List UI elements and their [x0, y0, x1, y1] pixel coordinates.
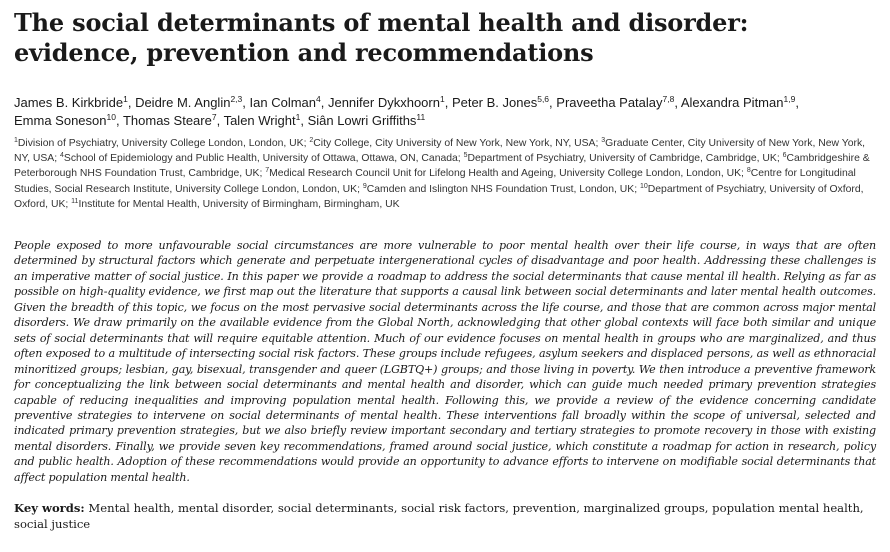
author-affiliation-ref: 7 [211, 112, 217, 122]
author: Alexandra Pitman$^{1,9}$, [680, 94, 799, 110]
author: Siân Lowri Griffiths$^{11}$ [307, 112, 426, 128]
author: Jennifer Dykxhoorn$^1$, [327, 94, 452, 110]
affiliation-number: 11 [71, 197, 79, 205]
author: Peter B. Jones$^{5,6}$, [451, 94, 557, 110]
affiliation: Cambridgeshire & Peterborough NHS Foundation Trust, Cambridge, UK; [14, 153, 870, 180]
affiliation-number: 7 [265, 167, 270, 175]
affiliation: Camden and Islington NHS Foundation Trust, London, UK; [366, 183, 640, 195]
affiliation-number: 5 [463, 152, 468, 160]
affiliation: City College, City University of New York, New York, NY, USA; [313, 138, 602, 149]
author-affiliation-ref: 4 [316, 94, 321, 104]
author-affiliation-ref: 10 [106, 112, 116, 122]
affiliation-number: 2 [309, 137, 314, 144]
author-affiliation-ref: 1 [295, 112, 301, 122]
author: Praveetha Patalay$^{7,8}$, [556, 94, 681, 110]
author-affiliation-ref: 2,3 [230, 94, 243, 104]
author-affiliation-ref: 7,8 [662, 94, 675, 104]
author: Emma Soneson$^{10}$, [14, 112, 123, 128]
affiliation-number: 10 [639, 182, 648, 190]
affiliation: School of Epidemiology and Public Health, University of Ottawa, Ottawa, ON, Canada; [63, 153, 464, 165]
author-affiliation-ref: 11 [416, 112, 426, 122]
affiliation: Institute for Mental Health, University of Birmingham, Birmingham, UK [78, 198, 400, 210]
author: James B. Kirkbride$^1$, [14, 94, 136, 110]
author-affiliation-ref: 1 [439, 94, 445, 104]
keywords [14, 500, 876, 532]
affiliation-number: 3 [601, 137, 606, 144]
affiliation-number: 8 [746, 167, 751, 175]
affiliation: Department of Psychiatry, University of Oxford, Oxford, UK; [14, 183, 864, 210]
affiliation-number: 1 [14, 137, 18, 144]
author: Deidre M. Anglin$^{2,3}$, [135, 94, 250, 110]
affiliation: Department of Psychiatry, University of Cambridge, Cambridge, UK; [467, 153, 783, 165]
keywords-text: Mental health, mental disorder, social determinants, social risk factors, prevention, marginalized groups, population mental health, social justice [14, 501, 864, 532]
author: Talen Wright$^1$, [223, 112, 308, 128]
article-title: The social determinants of mental health and disorder: evidence, prevention and recommendations [14, 8, 749, 67]
author-affiliation-ref: 1,9 [783, 94, 796, 104]
affiliation-list [14, 136, 876, 212]
abstract: People exposed to more unfavourable social circumstances are more vulnerable to poor mental health over their life course, in ways that are often determined by structural factors which generate and perpetuate intergenerational cycles of disadvantage and poor health. Addressing these challenges is an imperative matter of social justice. In this paper we provide a roadmap to address the social determinants that cause mental ill health. Relying as far as possible on high-quality evidence, we first map out the literature that supports a causal link between social determinants and later mental health outcomes. Given the breadth of this topic, we focus on the most pervasive social determinants across the life course, and those that are common across major mental disorders. We draw primarily on the available evidence from the Global North, acknowledging that other global contexts will face both similar and unique sets of social determinants that will require equitable attention. Much of our evidence focuses on mental health in groups who are marginalized, and thus often exposed to a multitude of intersecting social risk factors. These groups include refugees, asylum seekers and displaced persons, as well as ethnoracial minoritized groups; lesbian, gay, bisexual, transgender and queer (LGBTQ+) groups; and those living in poverty. We then introduce a preventive framework for conceptualizing the link between social determinants and mental health and disorder, which can guide much needed primary prevention strategies capable of reducing inequalities and improving population mental health. Following this, we provide a review of the evidence concerning candidate preventive strategies to intervene on social determinants of mental health. These interventions fall broadly within the scope of universal, selected and indicated primary prevention strategies, but we also briefly review important secondary and tertiary strategies to promote recovery in those with existing mental disorders. Finally, we provide seven key recommendations, framed around social justice, which constitute a roadmap for action in research, policy and public health. Adoption of these recommendations would provide an opportunity to advance efforts to intervene on modifiable social determinants that affect population mental health. [14, 239, 876, 484]
author-list [14, 94, 876, 130]
author-affiliation-ref: 5,6 [537, 94, 550, 104]
affiliation: Graduate Center, City University of New York, New York, NY, USA; [14, 138, 866, 165]
affiliation-number: 6 [782, 152, 787, 160]
affiliation: Division of Psychiatry, University College London, London, UK; [17, 138, 310, 149]
author: Ian Colman$^4$, [249, 94, 328, 110]
author-affiliation-ref: 1 [123, 94, 128, 104]
affiliation: Medical Research Council Unit for Lifelong Health and Ageing, University College London, London, UK; [269, 168, 747, 180]
affiliation-number: 4 [60, 152, 64, 160]
affiliation: Centre for Longitudinal Studies, Social Research Institute, University College London, London, UK; [14, 168, 856, 195]
author: Thomas Steare$^7$, [122, 112, 224, 128]
affiliation-number: 9 [362, 182, 367, 190]
keywords-label: Key words: [14, 501, 85, 516]
